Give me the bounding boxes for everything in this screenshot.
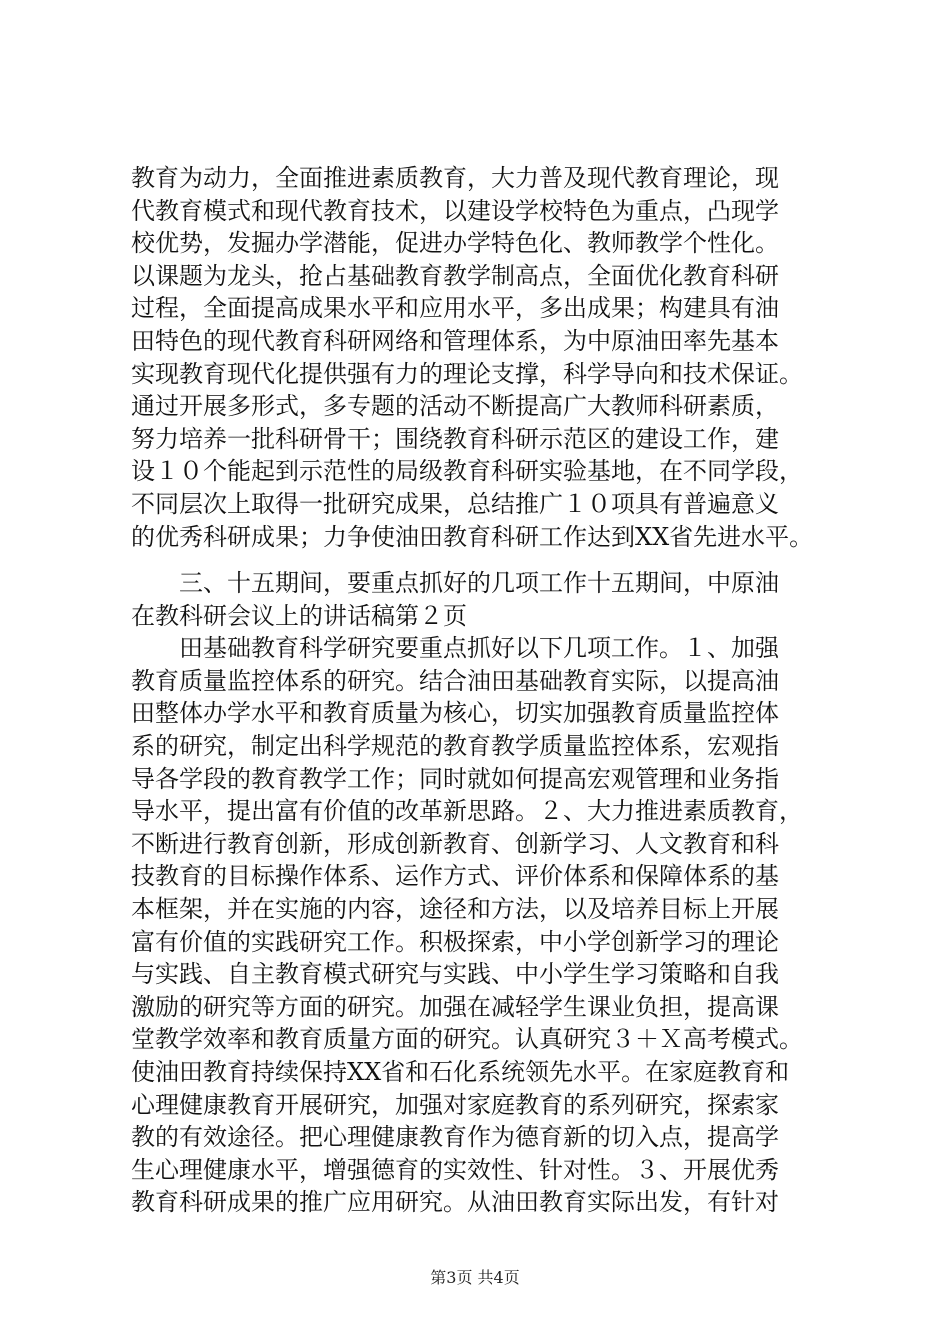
text-line: 使油田教育持续保持XX省和石化系统领先水平。在家庭教育和 — [131, 1057, 790, 1086]
text-line: 激励的研究等方面的研究。加强在减轻学生课业负担，提高课 — [131, 992, 779, 1021]
text-line: 心理健康教育开展研究，加强对家庭教育的系列研究，探索家 — [131, 1090, 779, 1119]
text-line: 的优秀科研成果；力争使油田教育科研工作达到XX省先进水平。 — [131, 522, 814, 551]
text-line: 通过开展多形式，多专题的活动不断提高广大教师科研素质， — [131, 392, 779, 421]
section-heading-line: 三、十五期间，要重点抓好的几项工作十五期间，中原油 — [179, 569, 779, 597]
text-line: 不同层次上取得一批研究成果，总结推广１０项具有普遍意义 — [131, 489, 779, 518]
text-line: 田整体办学水平和教育质量为核心，切实加强教育质量监控体 — [131, 699, 779, 728]
text-line: 与实践、自主教育模式研究与实践、中小学生学习策略和自我 — [131, 960, 779, 989]
text-line: 教育科研成果的推广应用研究。从油田教育实际出发，有针对 — [131, 1188, 779, 1217]
text-line: 教育质量监控体系的研究。结合油田基础教育实际，以提高油 — [131, 666, 779, 695]
text-line: 田特色的现代教育科研网络和管理体系，为中原油田率先基本 — [131, 326, 779, 355]
page-footer — [0, 1268, 950, 1288]
text-line: 努力培养一批科研骨干；围绕教育科研示范区的建设工作，建 — [131, 424, 779, 453]
text-line: 不断进行教育创新，形成创新教育、创新学习、人文教育和科 — [131, 829, 779, 858]
paragraph-key-tasks — [131, 567, 831, 1219]
text-line: 富有价值的实践研究工作。积极探索，中小学创新学习的理论 — [131, 927, 779, 956]
text-line: 系的研究，制定出科学规范的教育教学质量监控体系，宏观指 — [131, 731, 779, 760]
text-line: 生心理健康水平，增强德育的实效性、针对性。３、开展优秀 — [131, 1155, 779, 1184]
text-line: 代教育模式和现代教育技术，以建设学校特色为重点，凸现学 — [131, 196, 779, 225]
text-line: 实现教育现代化提供强有力的理论支撑，科学导向和技术保证。 — [131, 359, 803, 388]
text-line: 以课题为龙头，抢占基础教育教学制高点，全面优化教育科研 — [131, 261, 779, 290]
text-line: 导各学段的教育教学工作；同时就如何提高宏观管理和业务指 — [131, 764, 779, 793]
text-line: 教育为动力，全面推进素质教育，大力普及现代教育理论，现 — [131, 164, 779, 192]
text-line: 技教育的目标操作体系、运作方式、评价体系和保障体系的基 — [131, 862, 779, 891]
page-number-label: 第3页 共4页 — [430, 1268, 520, 1287]
text-line: 在教科研会议上的讲话稿第２页 — [131, 601, 467, 630]
text-line: 过程，全面提高成果水平和应用水平，多出成果；构建具有油 — [131, 294, 779, 323]
text-line: 教的有效途径。把心理健康教育作为德育新的切入点，提高学 — [131, 1123, 779, 1152]
text-line: 校优势，发掘办学潜能，促进办学特色化、教师教学个性化。 — [131, 229, 779, 258]
text-line: 设１０个能起到示范性的局级教育科研实验基地，在不同学段， — [131, 457, 803, 486]
text-line: 导水平，提出富有价值的改革新思路。２、大力推进素质教育， — [131, 797, 803, 826]
text-line: 本框架，并在实施的内容，途径和方法，以及培养目标上开展 — [131, 894, 779, 923]
text-line: 堂教学效率和教育质量方面的研究。认真研究３＋Ｘ高考模式。 — [131, 1025, 803, 1054]
paragraph-goals — [131, 162, 831, 553]
text-line: 田基础教育科学研究要重点抓好以下几项工作。１、加强 — [179, 634, 779, 663]
